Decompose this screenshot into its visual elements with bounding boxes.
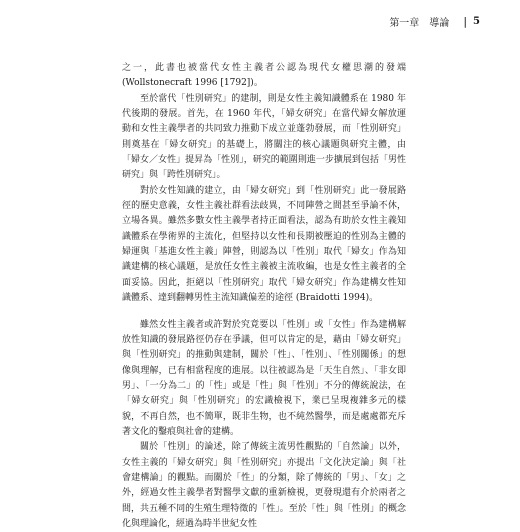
paragraph-gender-studies-origin: 至於當代「性別研究」的建制，則是女性主義知識體系在 1980 年代後期的發展。首先，在 1960 年代，「婦女研究」在當代婦女解放運動和女性主義學者的共同致力推動下成立並蓬勃發展，而「性別研究」則奠基在「婦女研究」的基礎上，將關注的核心議題與研究主體，由「婦女／女性」提昇為「性別」，研究的範圍則進一步擴展到包括「男性研究」與「跨性別研究」。 (122, 93, 406, 181)
page-number: 5 (473, 15, 480, 27)
paragraph-discourse: 關於「性別」的論述，除了傳統主流男性觀點的「自然論」以外，女性主義的「婦女研究」與「性別研究」亦提出「文化決定論」與「社會建構論」的觀點。而關於「性」的分類，除了傳統的「男」、「女」之外，經過女性主義學者對醫學文獻的重新檢視，更發現還有介於兩者之間，共五種不同的生殖生理特徵的「性」。至於「性」與「性別」的概念化與理論化，經過為時半世紀女性 (122, 442, 406, 529)
running-header (389, 12, 480, 30)
paragraph-historical-significance: 對於女性知識的建立，由「婦女研究」到「性別研究」此一發展路徑的歷史意義，女性主義社群看法歧異，不同陣營之間甚至爭論不休，立場各異。雖然多數女性主義學者持正面看法，認為有助於女性主義知識體系在學術界的主流化，但堅持以女性和長期被壓迫的性別為主體的婦運與「基進女性主義」陣營，則認為以「性別」取代「婦女」作為知識建構的核心議題，是放任女性主義被主流收編，也是女性主義者的全面妥協。因此，拒絕以「性別研究」取代「婦女研究」作為建構女性知識體系、達到翻轉男性主流知識偏差的途徑 (Braidotti 1994)。 (122, 185, 406, 304)
header-separator: | (463, 14, 468, 28)
chapter-title: 第一章 導論 (389, 17, 450, 29)
body-text (122, 61, 406, 532)
paragraph-progress: 雖然女性主義者或許對於究竟要以「性別」或「女性」作為建構解放性知識的發展路徑仍存在爭議，但可以肯定的是，藉由「婦女研究」與「性別研究」的推動與建制，關於「性」、「性別」、「性別關係」的想像與理解，已有相當程度的進展。以往被認為是「天生自然」、「非女即男」、「一分為二」的「性」或是「性」與「性別」不分的傳統說法，在「婦女研究」與「性別研究」的宏識檢視下，業已呈現複雜多元的樣貌，不再自然，也不簡單，既非生物，也不純然醫學，而是處處都充斥著文化的鑿痕與社會的建構。 (122, 319, 406, 437)
paragraph-continuation: 之一，此書也被當代女性主義者公認為現代女權思潮的發端 (Wollstonecraft 1996 [1792])。 (122, 63, 406, 89)
